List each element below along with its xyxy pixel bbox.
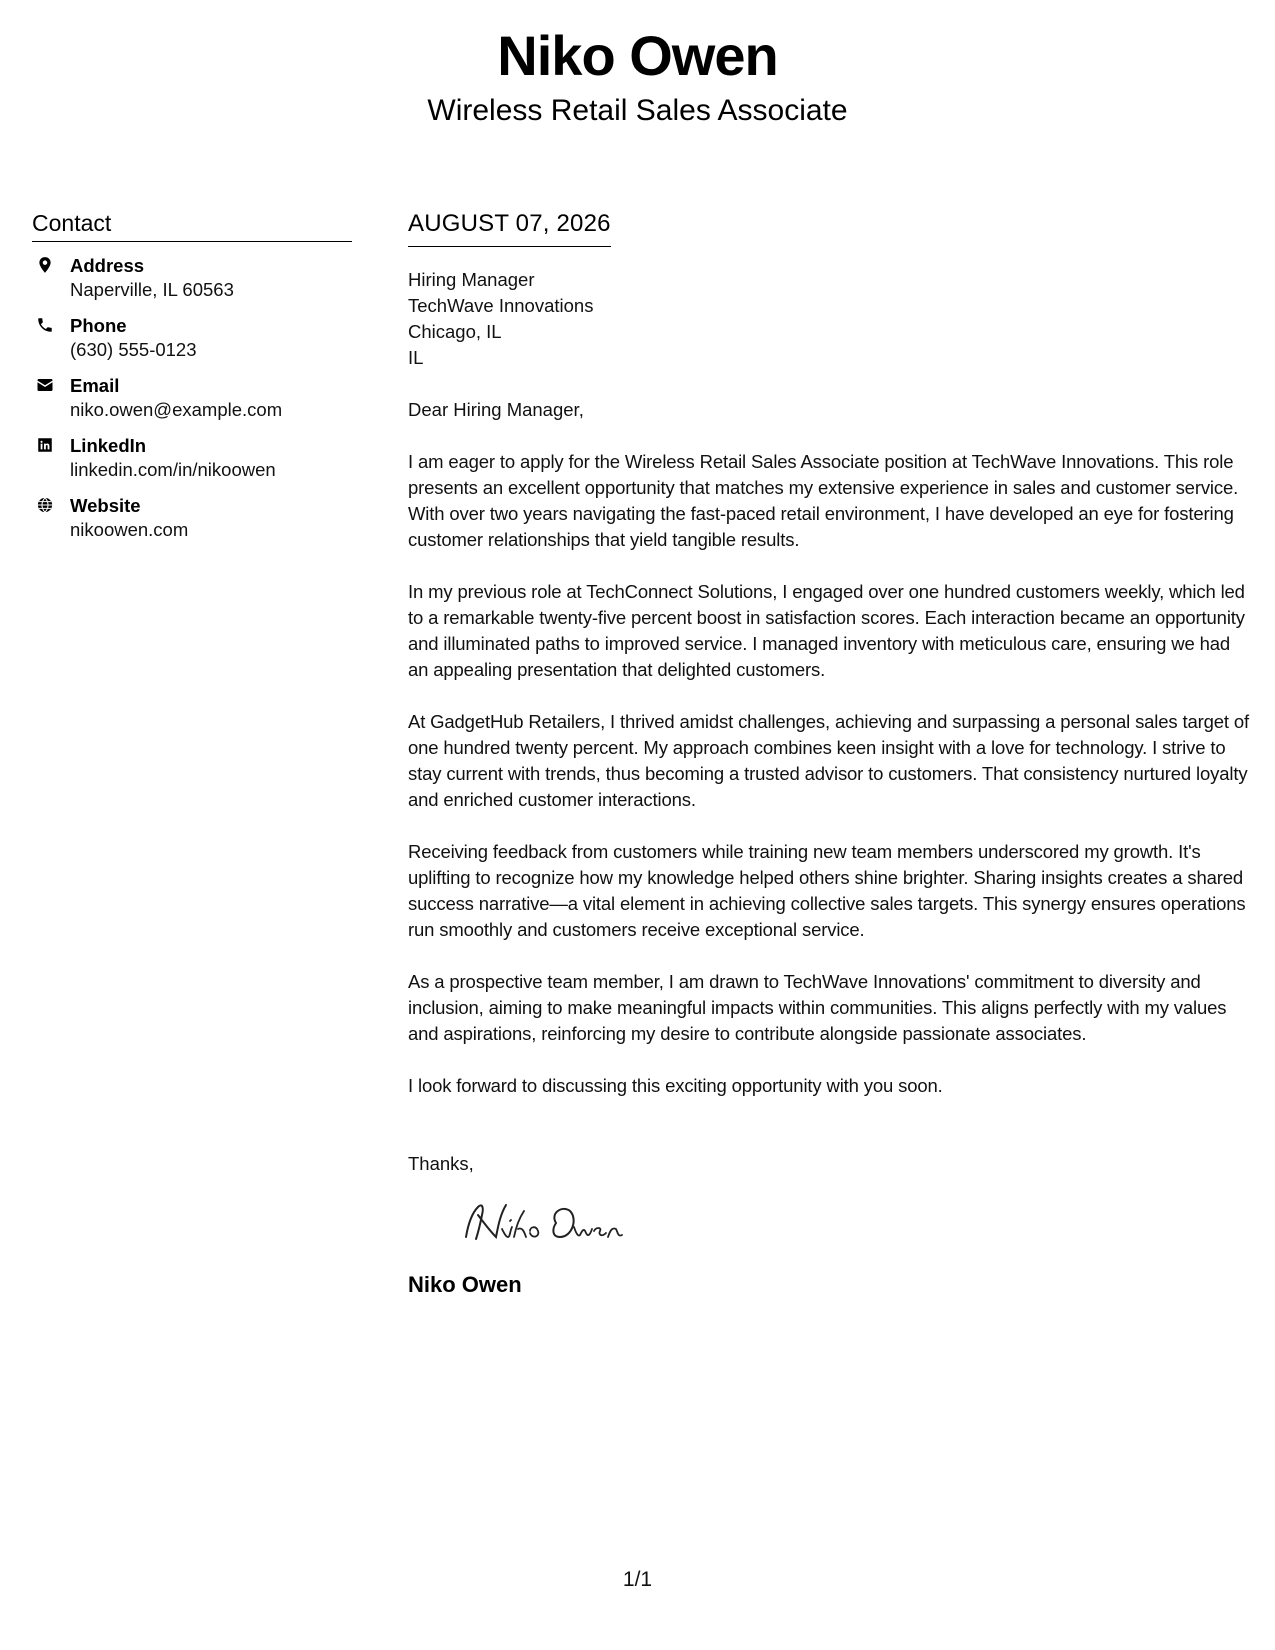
signer-name: Niko Owen [408,1272,522,1297]
contact-item-phone [32,314,352,362]
contact-sidebar [32,208,352,554]
recipient-state: IL [408,347,424,368]
letter-paragraph: At GadgetHub Retailers, I thrived amidst challenges, achieving and surpassing a personal sales target of one hundred twenty percent. My approach combines keen insight with a love for technology. I strive to stay current with trends, thus becoming a trusted advisor to customers. That consistency nurtured loyalty and enriched customer interactions. [408,711,1250,810]
contact-item-website [32,494,352,542]
map-pin-icon [34,254,56,276]
letter-date: AUGUST 07, 2026 [408,210,611,237]
contact-value-linkedin: linkedin.com/in/nikoowen [70,459,276,480]
contact-label-phone: Phone [70,315,127,336]
applicant-name: Niko Owen [497,24,778,87]
contact-heading: Contact [32,208,352,242]
letter-paragraph: As a prospective team member, I am drawn to TechWave Innovations' commitment to diversity and inclusion, aiming to make meaningful impacts within communities. This aligns perfectly with my values and aspirations, reinforcing my desire to contribute alongside passionate associates. [408,971,1227,1044]
closing: Thanks, [408,1153,474,1174]
contact-label-linkedin: LinkedIn [70,435,147,456]
salutation: Dear Hiring Manager, [408,399,584,420]
phone-icon [34,314,56,336]
recipient-block [408,267,1253,371]
date-block [408,208,611,247]
contact-item-email [32,374,352,422]
letter-paragraph: I look forward to discussing this exciting opportunity with you soon. [408,1075,943,1096]
globe-icon [34,494,56,516]
letter-body [408,208,1253,1299]
contact-label-email: Email [70,375,120,396]
contact-value-website: nikoowen.com [70,519,189,540]
letter-header [0,20,1275,130]
contact-item-linkedin [32,434,352,482]
letter-paragraph: In my previous role at TechConnect Solutions, I engaged over one hundred customers weekly, which led to a remarkable twenty-five percent boost in satisfaction scores. Each interaction became an opportunity and illuminated paths to improved service. I managed inventory with meticulous care, ensuring we had an appealing presentation that delighted customers. [408,581,1245,680]
contact-value-email: niko.owen@example.com [70,399,283,420]
contact-item-address [32,254,352,302]
contact-label-address: Address [70,255,145,276]
linkedin-icon [34,434,56,456]
recipient-city: Chicago, IL [408,321,502,342]
contact-value-address: Naperville, IL 60563 [70,279,234,300]
contact-list [32,254,352,542]
letter-paragraph: Receiving feedback from customers while training new team members underscored my growth. It's uplifting to recognize how my knowledge helped others shine brighter. Sharing insights creates a shared success narrative—a vital element in achieving collective sales targets. This synergy ensures operations run smoothly and customers receive exceptional service. [408,841,1246,940]
page-number: 1/1 [622,1568,653,1591]
envelope-icon [34,374,56,396]
letter-paragraph: I am eager to apply for the Wireless Retail Sales Associate position at TechWave Innovations. This role presents an excellent opportunity that matches my extensive experience in sales and customer service. With over two years navigating the fast-paced retail environment, I have developed an eye for fostering customer relationships that yield tangible results. [408,451,1239,550]
contact-label-website: Website [70,495,141,516]
recipient-title: Hiring Manager [408,269,535,290]
applicant-role: Wireless Retail Sales Associate [427,94,848,127]
contact-value-phone: (630) 555-0123 [70,339,197,360]
recipient-company: TechWave Innovations [408,295,594,316]
handwritten-signature [452,1193,632,1255]
